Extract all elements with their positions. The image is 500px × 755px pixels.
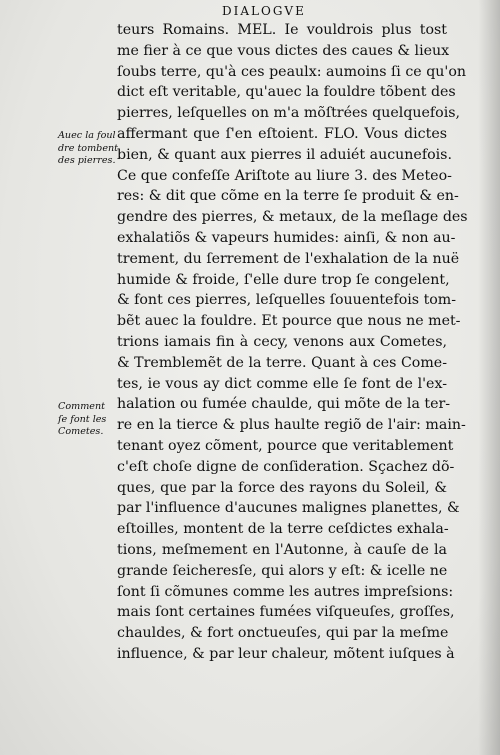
margin-note-line: Cometes. [58,426,104,437]
text-line: teurs Romains. MEL. Ie vouldrois plus tost [117,22,447,38]
margin-note-hail [58,130,119,168]
text-line: eſtoilles, montent de la terre ceſdictes exhala- [117,521,449,538]
text-line: res: & dit que cõme en la terre ſe produit & en- [117,188,459,205]
text-line: halation ou fumée chaulde, qui mõte de la ter- [117,396,451,413]
text-line: humide & froide, ſ'elle dure trop ſe congelent, [117,271,450,288]
text-line: chauldes, & fort onctueuſes, qui par la meſme [117,625,449,642]
text-line: mais ſont certaines fumées viſqueuſes, groſſes, [117,604,455,621]
running-head: DIALOGVE [222,4,306,18]
gutter-shadow [478,0,500,755]
text-line: ques, que par la force des rayons du Soleil, & [117,479,447,496]
text-line: Ce que confeſſe Ariſtote au liure 3. des Meteo- [117,167,452,184]
margin-note-line: dre tombent [58,142,119,154]
text-line: & font ces pierres, leſquelles ſouuentefois tom- [117,292,457,309]
text-line: ſont ſi cõmunes comme les autres impreſsions: [117,583,454,600]
margin-note-line: ſe font les [58,413,107,425]
text-line: grande ſeicheresſe, qui alors y eſt: & icelle ne [117,562,448,579]
text-line: influence, & par leur chaleur, mõtent iuſques à [117,645,455,662]
text-line: exhalatiõs & vapeurs humides: ainſi, & non au- [117,229,456,246]
margin-note-line: Auec la foul [58,130,116,141]
margin-note-line: des pierres. [58,155,116,166]
text-line: tions, meſmement en l'Autonne, à cauſe de la [117,541,447,558]
text-line: & Tremblemẽt de la terre. Quant à ces Come- [117,354,447,371]
text-line: trement, du ſerrement de l'exhalation de la nuë [117,250,460,267]
text-line: re en la tierce & plus haulte regiõ de l'air: main- [117,417,466,434]
text-line: bien, & quant aux pierres il aduiét aucunefois. [117,146,452,163]
body-text [117,20,468,665]
text-line: trions iamais fin à cecy, venons aux Cometes, [117,333,447,350]
text-line: dict eſt veritable, qu'auec la fouldre tõbent des [117,84,456,101]
text-line: tenant oyez cõment, pource que veritablement [117,437,454,454]
text-line: pierres, leſquelles on m'a mõſtrées quelquefois, [117,105,461,122]
text-line: ſoubs terre, qu'à ces peaulx: aumoins ſi ce qu'on [117,63,467,80]
text-line: par l'influence d'aucunes malignes planettes, & [117,500,460,517]
text-line: bẽt auec la fouldre. Et pource que nous ne met- [117,313,461,330]
text-line: gendre des pierres, & metaux, de la meſlage des [117,209,468,226]
text-line: me fier à ce que vous dictes des caues & lieux [117,42,450,59]
text-line: tes, ie vous ay dict comme elle ſe font de l'ex- [117,375,447,392]
text-line: affermant que ſ'en eſtoient. FLO. Vous dictes [117,125,447,142]
margin-note-comets [58,401,116,439]
text-line: c'eſt choſe digne de conſideration. Sçachez dõ- [117,458,455,475]
margin-note-line: Comment [58,401,106,412]
